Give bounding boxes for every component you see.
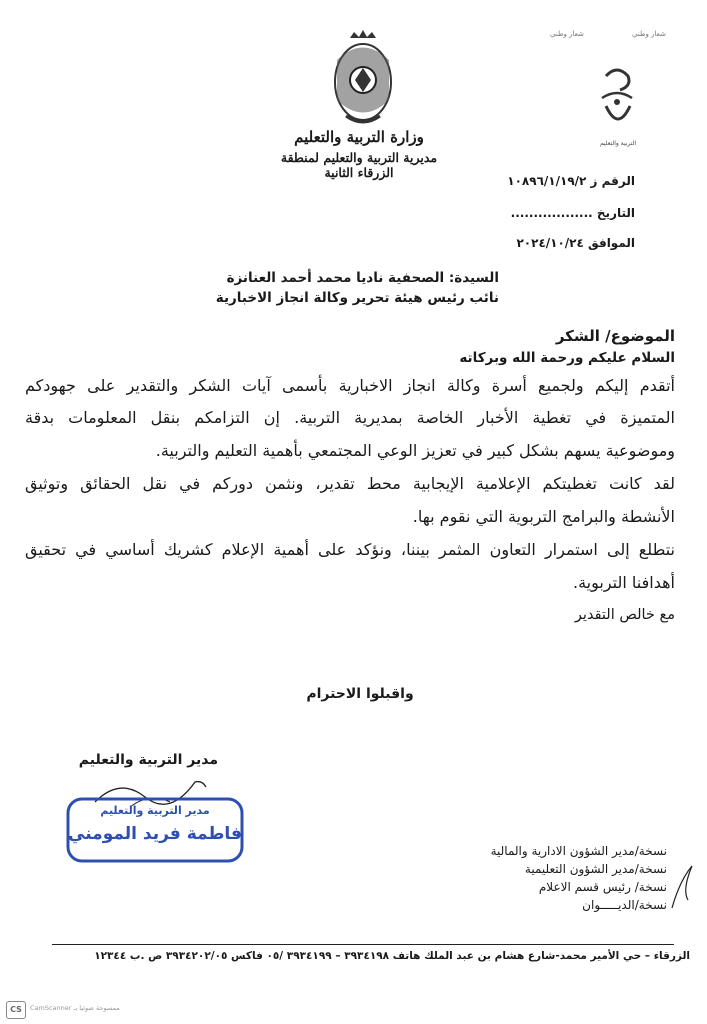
ministry-name: وزارة التربية والتعليم bbox=[294, 128, 424, 146]
stamp-name: فاطمة فريد المومني bbox=[68, 824, 242, 844]
ministry-brand-logo bbox=[592, 62, 642, 142]
recipient-title: نائب رئيس هيئة تحرير وكالة انجاز الاخبارية bbox=[215, 290, 499, 306]
reference-date-value: .................. bbox=[510, 206, 593, 220]
body-line-4: لقد كانت تغطيتكم الإعلامية الإيجابية محط تقدير، ونثمن دوركم في نقل الحقائق وتوثيق bbox=[25, 474, 675, 493]
scanner-badge-icon: CS bbox=[6, 1001, 26, 1019]
scanner-text: CamScanner ممسوحة ضوئيا بـ bbox=[30, 1004, 120, 1012]
body-line-8: مع خالص التقدير bbox=[574, 607, 675, 623]
stamp-title: مدير التربية والتعليم bbox=[100, 804, 210, 817]
body-line-5: الأنشطة والبرامج التربوية التي نقوم بها. bbox=[412, 507, 675, 526]
reference-corresponding-label: الموافق bbox=[588, 236, 635, 250]
scanner-watermark bbox=[6, 999, 126, 1019]
official-stamp bbox=[65, 796, 245, 864]
initials-mark bbox=[668, 860, 696, 912]
signatory-title: مدير التربية والتعليم bbox=[78, 752, 218, 768]
subject-line: الموضوع/ الشكر bbox=[555, 327, 675, 345]
recipient-name: السيدة: الصحفية ناديا محمد أحمد العنانزة bbox=[226, 270, 499, 286]
brand-logo-caption: التربية والتعليم bbox=[599, 140, 637, 147]
copy-line: نسخة/مدير الشؤون التعليمية bbox=[524, 862, 667, 876]
coat-of-arms-emblem bbox=[328, 30, 398, 130]
body-line-7: أهدافنا التربوية. bbox=[573, 573, 675, 592]
body-line-6: نتطلع إلى استمرار التعاون المثمر بيننا، ونؤكد على أهمية الإعلام كشريك أساسي في تحقيق bbox=[25, 540, 675, 559]
body-line-1: أتقدم إليكم ولجميع أسرة وكالة انجاز الاخبارية بأسمى آيات الشكر والتقدير على جهودكم bbox=[25, 376, 675, 395]
reference-number-label: الرقم bbox=[601, 174, 635, 188]
reference-corresponding-date bbox=[465, 236, 635, 250]
greeting-line: السلام عليكم ورحمة الله وبركاته bbox=[459, 350, 675, 366]
copy-line: نسخة/الديـــــوان bbox=[582, 898, 667, 912]
reference-date bbox=[465, 206, 635, 220]
copy-line: نسخة/مدير الشؤون الادارية والمالية bbox=[490, 844, 667, 858]
reference-date-label: التاريخ bbox=[596, 206, 635, 220]
reference-number bbox=[465, 174, 635, 188]
reference-number-value: ز ١٠٨٩٦/١/١٩/٢ bbox=[507, 174, 598, 188]
reference-corresponding-value: ٢٠٢٤/١٠/٢٤ bbox=[516, 236, 584, 250]
directorate-name: مديرية التربية والتعليم لمنطقة الزرقاء الثانية bbox=[280, 150, 438, 180]
closing-line: واقبلوا الاحترام bbox=[306, 686, 414, 702]
body-line-2: المتميزة في تغطية الأخبار الخاصة بمديرية التربية. إن التزامكم بنقل المعلومات بدقة bbox=[25, 408, 675, 427]
copy-line: نسخة/ رئيس قسم الاعلام bbox=[538, 880, 667, 894]
corner-left-mark: شعار وطني bbox=[550, 30, 584, 38]
body-line-3: وموضوعية يسهم بشكل كبير في تعزيز الوعي المجتمعي بأهمية التعليم والتربية. bbox=[155, 441, 675, 460]
footer-address: الزرقاء – حي الأمير محمد-شارع هشام بن عبد الملك هاتف ٣٩٣٤١٩٨ – ٣٩٣٤١٩٩ /٠٥ فاكس ٣٩٣٤٢٠٢/٠٥ ص .ب ١٢٣٤٤ bbox=[94, 950, 690, 962]
corner-right-mark: شعار وطني bbox=[632, 30, 666, 38]
footer-divider bbox=[52, 944, 674, 945]
